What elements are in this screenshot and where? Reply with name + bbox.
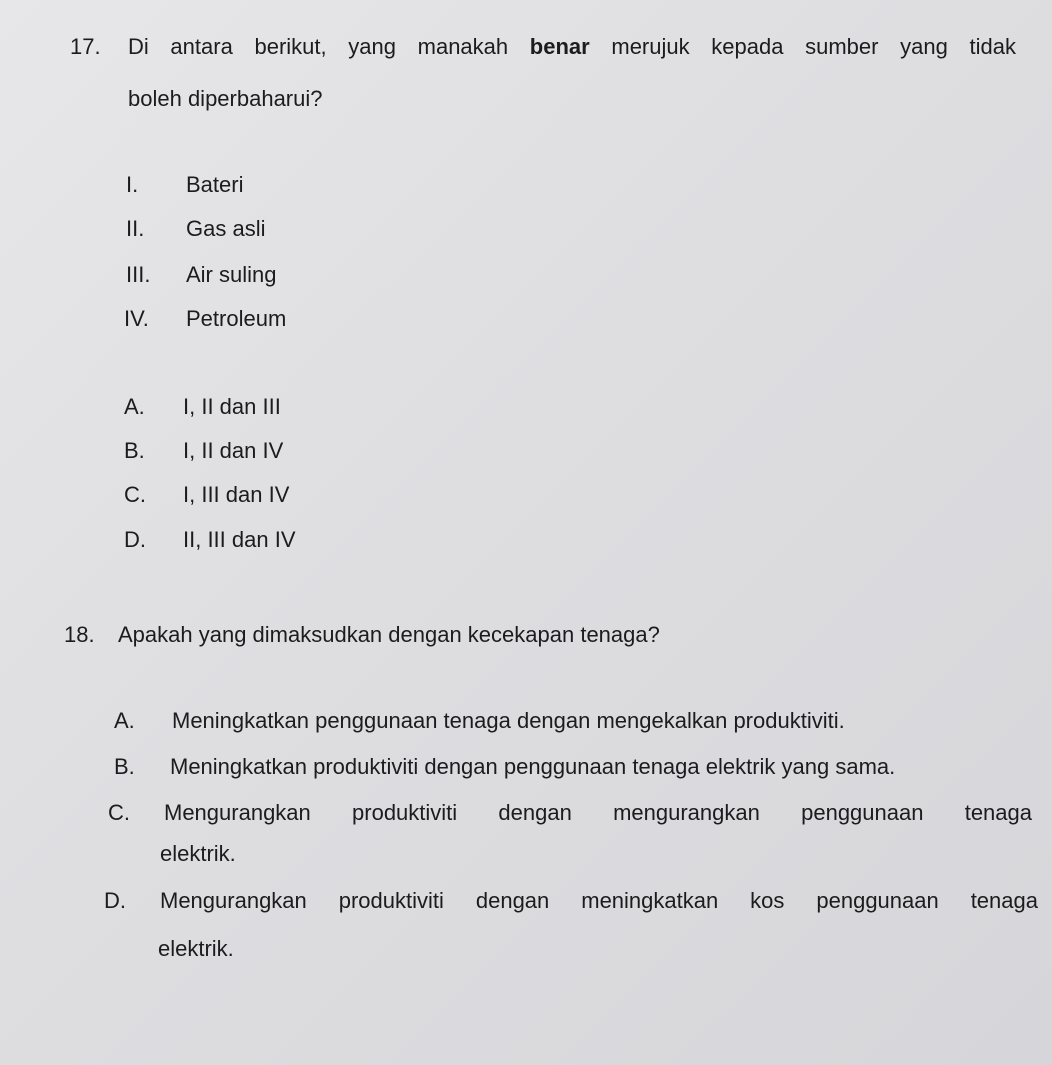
question-17-option-c-letter: C. bbox=[124, 482, 146, 507]
question-18-option-b-text: Meningkatkan produktiviti dengan penggunaan tenaga elektrik yang sama. bbox=[170, 754, 896, 779]
question-17-item-1-text: Bateri bbox=[186, 172, 244, 197]
question-17-bold-word: benar bbox=[529, 34, 590, 59]
question-17-item-4-number: IV. bbox=[124, 306, 149, 331]
question-17-option-c-text: I, III dan IV bbox=[183, 482, 290, 507]
question-18-number: 18. bbox=[64, 622, 95, 647]
question-18-option-d-text: Mengurangkan produktiviti dengan meningkatkan kos penggunaan tenaga bbox=[160, 888, 1038, 913]
question-18-option-a-text: Meningkatkan penggunaan tenaga dengan mengekalkan produktiviti. bbox=[172, 708, 845, 733]
question-17-text-line1 bbox=[128, 34, 1016, 60]
question-18-option-c-letter: C. bbox=[108, 800, 130, 825]
question-17-number: 17. bbox=[70, 34, 101, 59]
question-18-option-d-continuation: elektrik. bbox=[158, 936, 234, 961]
question-17-item-4-text: Petroleum bbox=[186, 306, 287, 331]
question-18-option-a-letter: A. bbox=[114, 708, 135, 733]
question-18-option-d-letter: D. bbox=[104, 888, 126, 913]
question-18-option-c-continuation: elektrik. bbox=[160, 841, 236, 866]
question-17-text-line2: boleh diperbaharui? bbox=[128, 86, 323, 111]
question-17-option-a-text: I, II dan III bbox=[183, 394, 281, 419]
question-18-option-b-letter: B. bbox=[114, 754, 135, 779]
question-17-item-2-text: Gas asli bbox=[186, 216, 266, 241]
question-17-item-3-number: III. bbox=[126, 262, 151, 287]
question-17-item-3-text: Air suling bbox=[186, 262, 277, 287]
question-17-option-a-letter: A. bbox=[124, 394, 145, 419]
question-17-option-b-text: I, II dan IV bbox=[183, 438, 284, 463]
question-18-text: Apakah yang dimaksudkan dengan kecekapan tenaga? bbox=[118, 622, 660, 647]
question-17-option-d-text: II, III dan IV bbox=[183, 527, 296, 552]
question-17-item-2-number: II. bbox=[126, 216, 145, 241]
question-17-text-after-bold: merujuk kepada sumber yang tidak bbox=[611, 34, 1016, 59]
question-18-option-c-text: Mengurangkan produktiviti dengan mengurangkan penggunaan tenaga bbox=[164, 800, 1032, 825]
question-17-text-before-bold: Di antara berikut, yang manakah bbox=[128, 34, 509, 59]
question-17-item-1-number: I. bbox=[126, 172, 139, 197]
question-17-option-b-letter: B. bbox=[124, 438, 145, 463]
question-17-option-d-letter: D. bbox=[124, 527, 146, 552]
